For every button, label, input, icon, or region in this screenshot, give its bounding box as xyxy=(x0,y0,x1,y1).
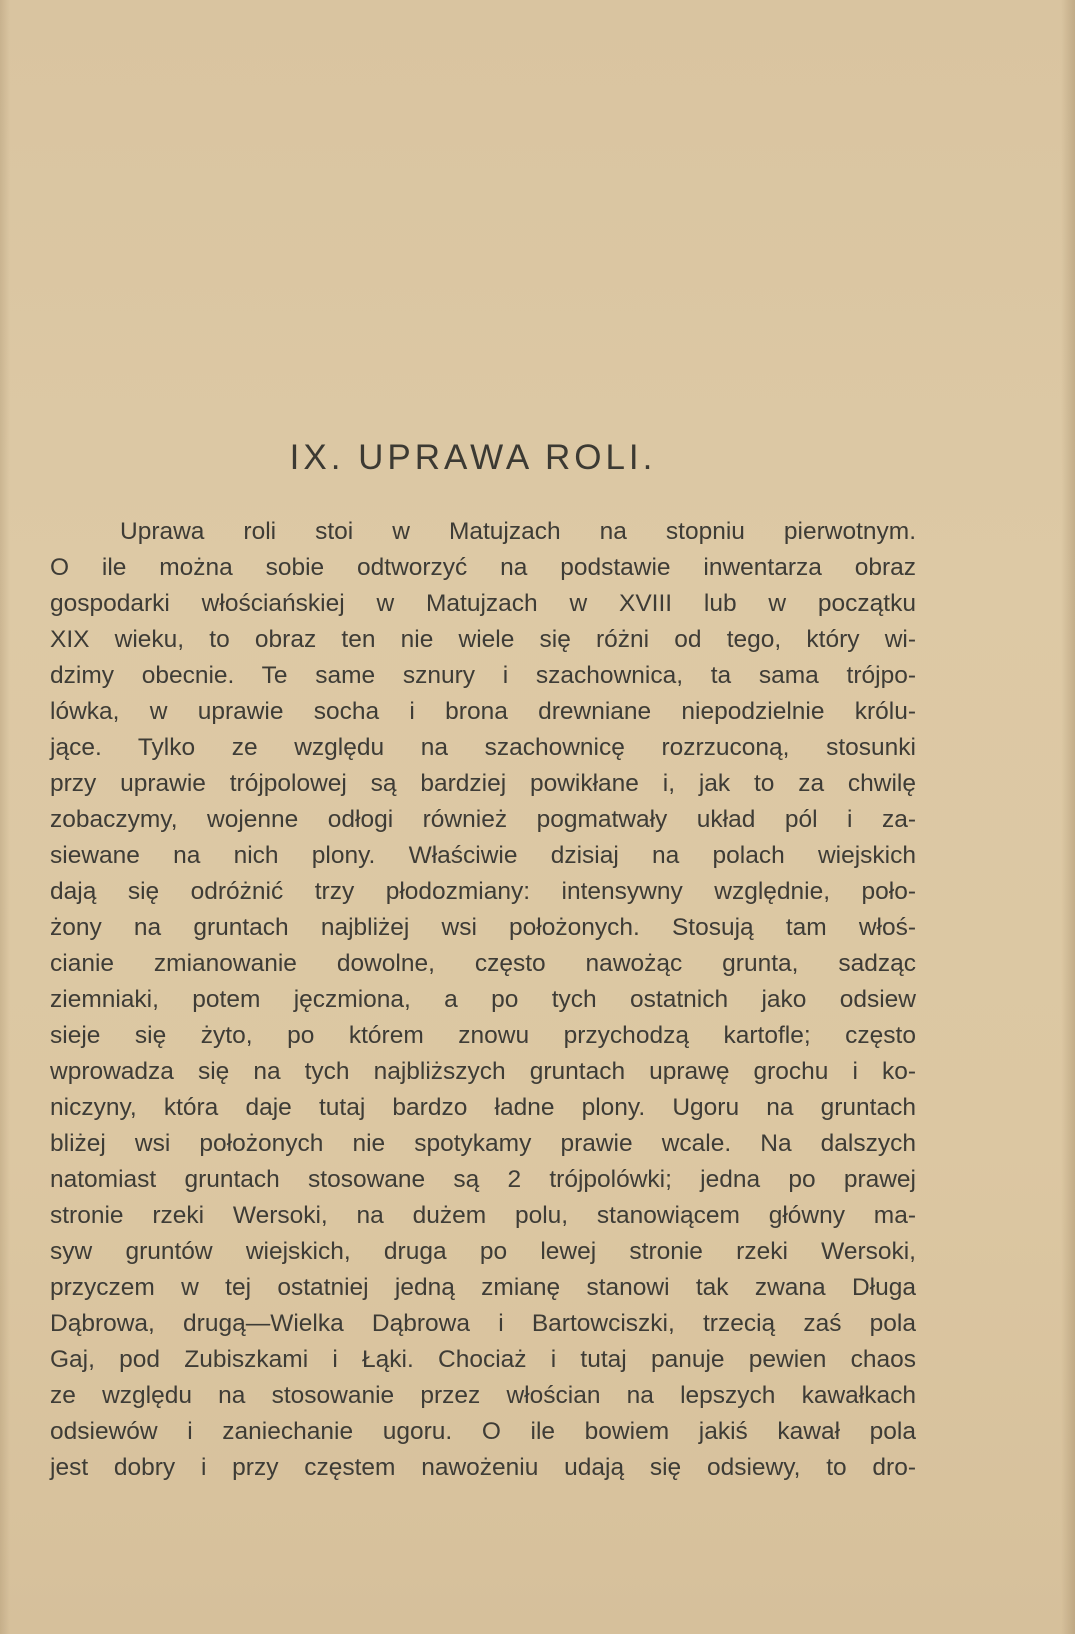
text-line: jest dobry i przy częstem nawożeniu udają się odsiewy, to dro- xyxy=(50,1454,916,1481)
text-line: przy uprawie trójpolowej są bardziej powikłane i, jak to za chwilę xyxy=(50,770,916,797)
text-line: stronie rzeki Wersoki, na dużem polu, stanowiącem główny ma- xyxy=(50,1202,916,1229)
text-line: sieje się żyto, po którem znowu przychodzą kartofle; często xyxy=(50,1022,916,1049)
text-line: ziemniaki, potem jęczmiona, a po tych ostatnich jako odsiew xyxy=(50,986,916,1013)
text-line: syw gruntów wiejskich, druga po lewej stronie rzeki Wersoki, xyxy=(50,1238,916,1265)
text-line: wprowadza się na tych najbliższych gruntach uprawę grochu i ko- xyxy=(50,1058,916,1085)
text-line: cianie zmianowanie dowolne, często nawożąc grunta, sadząc xyxy=(50,950,916,977)
text-line: dzimy obecnie. Te same sznury i szachownica, ta sama trójpo- xyxy=(50,662,916,689)
text-line: dają się odróżnić trzy płodozmiany: intensywny względnie, poło- xyxy=(50,878,916,905)
text-line: XIX wieku, to obraz ten nie wiele się różni od tego, który wi- xyxy=(50,626,916,653)
chapter-title: IX. UPRAWA ROLI. xyxy=(289,438,657,477)
text-line: Gaj, pod Zubiszkami i Łąki. Chociaż i tutaj panuje pewien chaos xyxy=(50,1346,916,1373)
text-line: natomiast gruntach stosowane są 2 trójpolówki; jedna po prawej xyxy=(50,1166,916,1193)
paragraph xyxy=(50,514,916,1486)
text-line: siewane na nich plony. Właściwie dzisiaj na polach wiejskich xyxy=(50,842,916,869)
text-line: ze względu na stosowanie przez włościan na lepszych kawałkach xyxy=(50,1382,916,1409)
text-line: lówka, w uprawie socha i brona drewniane niepodzielnie królu- xyxy=(50,698,916,725)
text-line: Uprawa roli stoi w Matujzach na stopniu pierwotnym. xyxy=(120,518,916,545)
page-right-edge-shadow xyxy=(1061,0,1075,1634)
text-line: O ile można sobie odtworzyć na podstawie inwentarza obraz xyxy=(50,554,916,581)
text-line: Dąbrowa, drugą—Wielka Dąbrowa i Bartowciszki, trzecią zaś pola xyxy=(50,1310,916,1337)
text-line: przyczem w tej ostatniej jedną zmianę stanowi tak zwana Długa xyxy=(50,1274,916,1301)
text-line: gospodarki włościańskiej w Matujzach w XVIII lub w początku xyxy=(50,590,916,617)
text-line: niczyny, która daje tutaj bardzo ładne plony. Ugoru na gruntach xyxy=(50,1094,916,1121)
text-line: żony na gruntach najbliżej wsi położonych. Stosują tam włoś- xyxy=(50,914,916,941)
text-line: odsiewów i zaniechanie ugoru. O ile bowiem jakiś kawał pola xyxy=(50,1418,916,1445)
page-left-edge-shadow xyxy=(0,0,10,1634)
text-line: bliżej wsi położonych nie spotykamy prawie wcale. Na dalszych xyxy=(50,1130,916,1157)
text-line: jące. Tylko ze względu na szachownicę rozrzuconą, stosunki xyxy=(50,734,916,761)
text-line: zobaczymy, wojenne odłogi również pogmatwały układ pól i za- xyxy=(50,806,916,833)
